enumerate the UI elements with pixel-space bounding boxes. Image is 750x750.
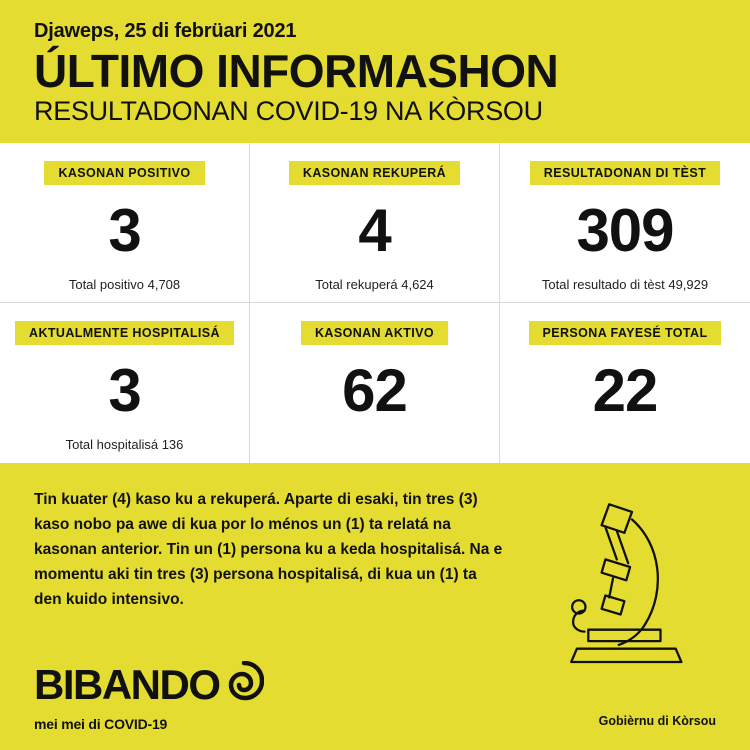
stat-value: 3 [108, 196, 141, 264]
stat-total: Total hospitalisá 136 [65, 436, 184, 452]
brand-row [34, 661, 716, 750]
report-date: Djaweps, 25 di febrüari 2021 [34, 20, 297, 42]
stat-label: PERSONA FAYESÉ TOTAL [529, 321, 722, 345]
stat-value: 22 [592, 356, 658, 424]
stat-card-test-results [500, 143, 750, 303]
stat-card-total-deaths [500, 303, 750, 463]
stat-label: KASONAN REKUPERÁ [289, 161, 460, 185]
stat-total: Total rekuperá 4,624 [315, 276, 434, 292]
brand-name-wrap [34, 661, 264, 708]
page-subtitle: RESULTADONAN COVID-19 NA KÒRSOU [34, 96, 543, 127]
stat-value: 4 [358, 196, 391, 264]
poster-header [0, 0, 750, 143]
stat-value: 3 [108, 356, 141, 424]
brand-block [34, 661, 264, 732]
stat-label: KASONAN AKTIVO [301, 321, 448, 345]
page-title: ÚLTIMO INFORMASHON [34, 45, 559, 97]
stat-value: 62 [342, 356, 407, 424]
brand-subtitle: mei mei di COVID-19 [34, 716, 168, 732]
stat-label: AKTUALMENTE HOSPITALISÁ [15, 321, 234, 345]
stat-label: RESULTADONAN DI TÈST [530, 161, 720, 185]
stat-value: 309 [576, 196, 674, 264]
stat-total: Total resultado di tèst 49,929 [541, 276, 709, 292]
government-credit: Gobièrnu di Kòrsou [598, 714, 716, 728]
stat-card-currently-hospitalized [0, 303, 250, 463]
stat-card-recovered-cases [250, 143, 500, 303]
stat-label: KASONAN POSITIVO [44, 161, 204, 185]
brand-name: BIBANDO [34, 660, 220, 708]
microscope-icon [518, 491, 708, 681]
poster-footer [0, 463, 750, 750]
spiral-logo-icon [224, 661, 264, 708]
summary-note: Tin kuater (4) kaso ku a rekuperá. Aparte di esaki, tin tres (3) kaso nobo pa awe di kua por lo ménos un (1) ta relatá na kasonan anterior. Tin un (1) persona ku a keda hospitalisá. Na e momentu aki tin tres (3) persona hospitalisá, di kua un (1) ta den kuido intensivo. [34, 490, 503, 609]
stat-total: Total positivo 4,708 [68, 276, 181, 292]
stat-card-positive-cases [0, 143, 250, 303]
stat-card-active-cases [250, 303, 500, 463]
statistics-grid [0, 143, 750, 463]
